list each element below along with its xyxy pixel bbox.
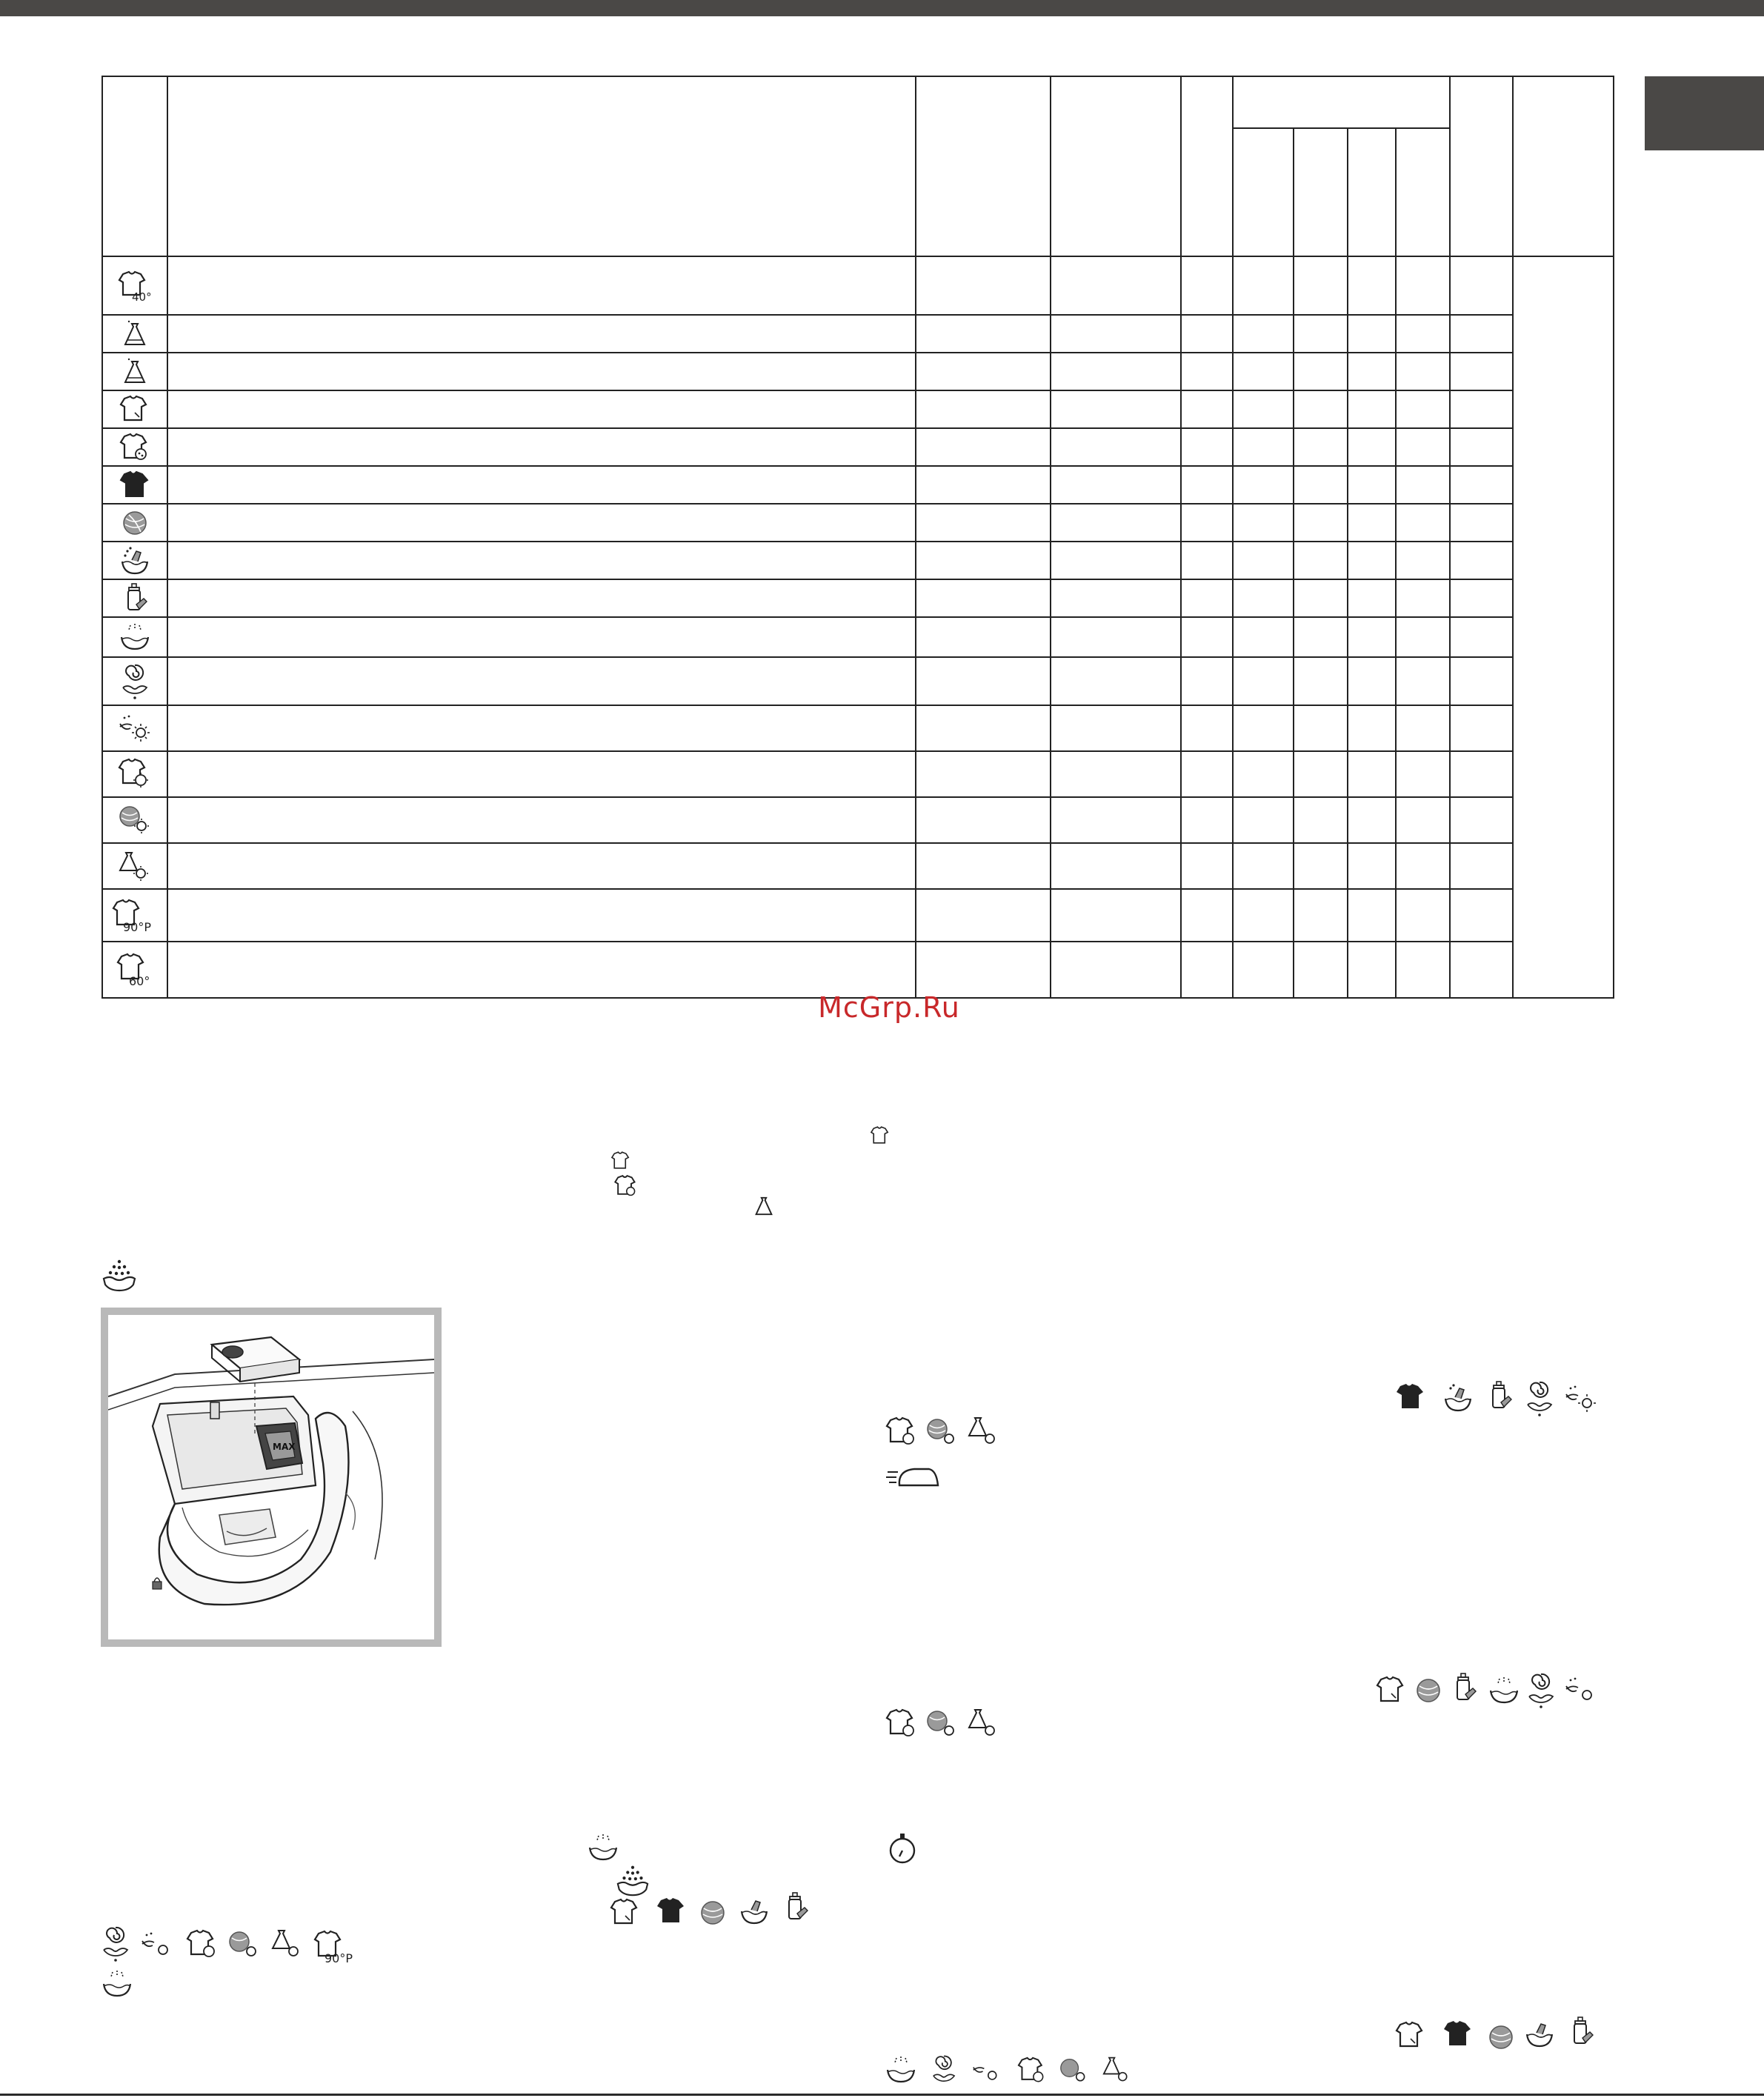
table-row [102, 315, 1614, 353]
wool-sun-icon [1058, 2057, 1091, 2086]
shirt-sun-icon [1016, 2057, 1049, 2086]
rinse-basin-icon [103, 618, 167, 656]
table-row [102, 889, 1614, 942]
temp-label: 90°P [123, 919, 152, 933]
hand-wash-icon [738, 1895, 770, 1926]
table-row [102, 705, 1614, 751]
shirt-40-icon [103, 257, 167, 314]
bottom-rule [0, 2094, 1764, 2096]
temp-label: 90°P [324, 1951, 353, 1965]
top-bar [0, 0, 1764, 16]
flask-icon [103, 316, 167, 352]
baby-bottle-icon [103, 580, 167, 616]
watermark: McGrp.Ru [818, 991, 960, 1024]
eco-sun-icon [139, 1929, 175, 1962]
spiral-spin-icon [931, 2054, 957, 2088]
spiral-spin-icon [103, 658, 167, 705]
wool-ball-icon [1414, 1676, 1443, 1705]
dark-shirt-icon [1442, 2019, 1474, 2049]
table-row [102, 617, 1614, 657]
flask-sun-icon [103, 844, 167, 888]
wool-ball-icon [103, 504, 167, 541]
flask-sun-icon [1101, 2055, 1134, 2085]
wool-sun-icon [925, 1708, 960, 1741]
shirt-small-icon [1394, 2021, 1427, 2051]
baby-bottle-icon [1566, 2015, 1596, 2049]
shirt-small-icon [103, 391, 167, 427]
shirt-sun-icon [885, 1708, 920, 1741]
spiral-spin-icon [101, 1925, 130, 1963]
table-row [102, 256, 1614, 315]
rinse-basin-icon [101, 1969, 133, 1999]
temp-label: 60° [129, 974, 150, 988]
dark-shirt-icon [103, 467, 167, 503]
baby-bottle-icon [1485, 1379, 1514, 1413]
rinse-basin-icon [885, 2055, 917, 2085]
powder-basin-icon [615, 1864, 650, 1898]
wool-sun-icon [103, 798, 167, 842]
shirt-40-icon [610, 1150, 636, 1175]
table-row [102, 843, 1614, 889]
wool-sun-icon [227, 1929, 262, 1962]
flask-sun-icon [270, 1928, 305, 1960]
rinse-basin-icon [1488, 1676, 1520, 1705]
shirt-small-icon [1375, 1676, 1408, 1705]
program-table [101, 76, 1614, 999]
spiral-spin-icon [1525, 1379, 1554, 1418]
flask-sun-icon [966, 1415, 1002, 1448]
wool-sun-icon [925, 1416, 960, 1449]
shirt-stain-icon [103, 429, 167, 465]
wool-ball-icon [698, 1898, 728, 1928]
shirt-60-icon [870, 1125, 895, 1150]
flask-icon [753, 1194, 775, 1218]
temp-label: 40° [132, 290, 152, 302]
table-row [102, 504, 1614, 542]
iron-icon [885, 1463, 941, 1490]
baby-bottle-icon [1449, 1671, 1479, 1705]
shirt-90p-icon [313, 1929, 360, 1965]
eco-sun-icon [971, 2057, 1003, 2086]
detergent-drawer-illustration [101, 1308, 442, 1647]
eco-sun-icon [1563, 1674, 1599, 1707]
flask-icon [103, 353, 167, 390]
table-row [102, 751, 1614, 797]
eco-sun-icon [103, 706, 167, 750]
dark-shirt-icon [1394, 1382, 1427, 1412]
eco-sun-icon [1563, 1382, 1599, 1415]
table-row [102, 353, 1614, 390]
shirt-90p-icon [103, 890, 167, 941]
table-row [102, 466, 1614, 504]
flask-sun-icon [966, 1707, 1002, 1739]
language-tab [1645, 76, 1764, 150]
shirt-sun-icon [103, 752, 167, 796]
baby-bottle-icon [781, 1891, 811, 1925]
table-row [102, 390, 1614, 428]
table-row [102, 428, 1614, 466]
wool-ball-icon [1486, 2022, 1516, 2052]
table-row [102, 797, 1614, 843]
table-row [102, 942, 1614, 998]
powder-basin-icon [101, 1258, 138, 1293]
table-header-row [102, 76, 1614, 128]
shirt-60-icon [103, 942, 167, 997]
shirt-sun-icon [185, 1929, 221, 1962]
shirt-stain-icon [613, 1174, 639, 1198]
shirt-sun-icon [885, 1416, 920, 1449]
hand-wash-icon [1523, 2018, 1556, 2049]
hand-wash-icon [1442, 1382, 1474, 1413]
spiral-spin-icon [1526, 1671, 1556, 1710]
table-row [102, 579, 1614, 617]
max-label: MAX [273, 1442, 296, 1452]
dark-shirt-icon [655, 1896, 688, 1926]
timer-icon [886, 1831, 919, 1865]
shirt-small-icon [609, 1898, 642, 1928]
table-row [102, 542, 1614, 579]
rinse-basin-icon [587, 1833, 619, 1862]
table-row [102, 657, 1614, 705]
hand-wash-icon [103, 542, 167, 579]
